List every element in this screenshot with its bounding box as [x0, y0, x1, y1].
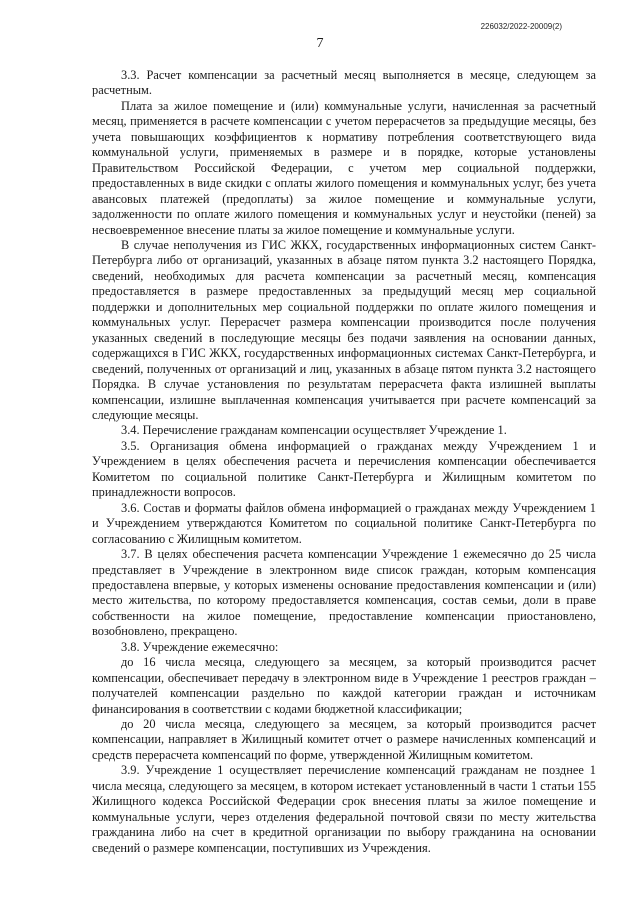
paragraph-3-6: 3.6. Состав и форматы файлов обмена информацией о гражданах между Учреждением 1 и Учреждением утверждаются Комитетом по социальной политике Санкт-Петербурга по согласованию с Жилищным комитетом. [92, 500, 596, 546]
page-number: 7 [316, 36, 324, 51]
document-body [92, 68, 596, 856]
paragraph-payment-calculation: Плата за жилое помещение и (или) коммунальные услуги, начисленная за расчетный месяц, применяется в расчете компенсации с учетом перерасчетов за предыдущие месяцы, без учета повышающих коэффициентов к нормативу потребления соответствующего вида коммунальной услуги, применяемых в размере и в порядке, которые установлены Правительством Российской Федерации, с учетом мер социальной поддержки, предоставленных в виде скидки с оплаты жилого помещения и коммунальных услуг, без учета авансовых платежей (предоплаты) за жилое помещение и коммунальные услуги, задолженности по оплате жилого помещения и коммунальных услуг и неустойки (пеней) за несвоевременное внесение платы за жилое помещение и коммунальные услуги. [92, 98, 596, 237]
paragraph-3-5: 3.5. Организация обмена информацией о гражданах между Учреждением 1 и Учреждением в целях обеспечения расчета и перечисления компенсации обеспечивается Комитетом по социальной политике Санкт-Петербурга и Жилищным комитетом по принадлежности вопросов. [92, 438, 596, 500]
paragraph-3-8: 3.8. Учреждение ежемесячно: [121, 639, 279, 654]
paragraph-3-9: 3.9. Учреждение 1 осуществляет перечисление компенсаций гражданам не позднее 1 числа месяца, следующего за месяцем, в котором истекает установленный в части 1 статьи 155 Жилищного кодекса Российской Федерации срок внесения платы за жилое помещение и коммунальные услуги, через отделения федеральной почтовой связи по месту жительства гражданина либо на счет в кредитной организации по выбору гражданина на основании сведений о размере компенсации, поступивших из Учреждения. [92, 763, 596, 855]
paragraph-3-4: 3.4. Перечисление гражданам компенсации осуществляет Учреждение 1. [121, 423, 507, 438]
paragraph-3-8-item-2: до 20 числа месяца, следующего за месяцем, за который производится расчет компенсации, направляет в Жилищный комитет отчет о размере начисленных компенсаций и средств перерасчета компенсаций по форме, утвержденной Жилищным комитетом. [92, 717, 596, 762]
paragraph-3-8-item-1: до 16 числа месяца, следующего за месяцем, за который производится расчет компенсации, обеспечивает передачу в электронном виде в Учреждение 1 реестров граждан – получателей компенсации раздельно по каждой категории граждан и источникам финансирования в соответствии с кодами бюджетной классификации; [92, 655, 596, 716]
paragraph-non-receipt: В случае неполучения из ГИС ЖКХ, государственных информационных систем Санкт-Петербурга либо от организаций, указанных в абзаце пятом пункта 3.2 настоящего Порядка, сведений, необходимых для расчета компенсации за расчетный месяц, компенсация предоставляется в размере предоставленных за предыдущий месяц мер социальной поддержки и дополнительных мер социальной поддержки по оплате жилого помещения и коммунальных услуг. Перерасчет размера компенсации производится после получения указанных сведений в последующие месяцы без подачи заявления на основании данных, содержащихся в ГИС ЖКХ, государственных информационных системах Санкт-Петербурга, и сведений, полученных от организаций и лиц, указанных в абзаце пятом пункта 3.2 настоящего Порядка. В случае установления по результатам перерасчета факта излишней выплаты компенсации, излишне выплаченная компенсация учитывается при расчете компенсаций за следующие месяцы. [92, 237, 596, 422]
paragraph-3-3: 3.3. Расчет компенсации за расчетный месяц выполняется в месяце, следующем за расчетным. [92, 68, 596, 98]
paragraph-3-7: 3.7. В целях обеспечения расчета компенсации Учреждение 1 ежемесячно до 25 числа представляет в Учреждение в электронном виде список граждан, которым компенсация предоставлена впервые, у которых изменены основание предоставления компенсации и (или) место жительства, по которому предоставляется компенсация, состав семьи, доли в праве собственности на жилое помещение, предоставление компенсации приостановлено, возобновлено, прекращено. [92, 547, 596, 639]
document-id: 226032/2022-20009(2) [480, 22, 562, 31]
